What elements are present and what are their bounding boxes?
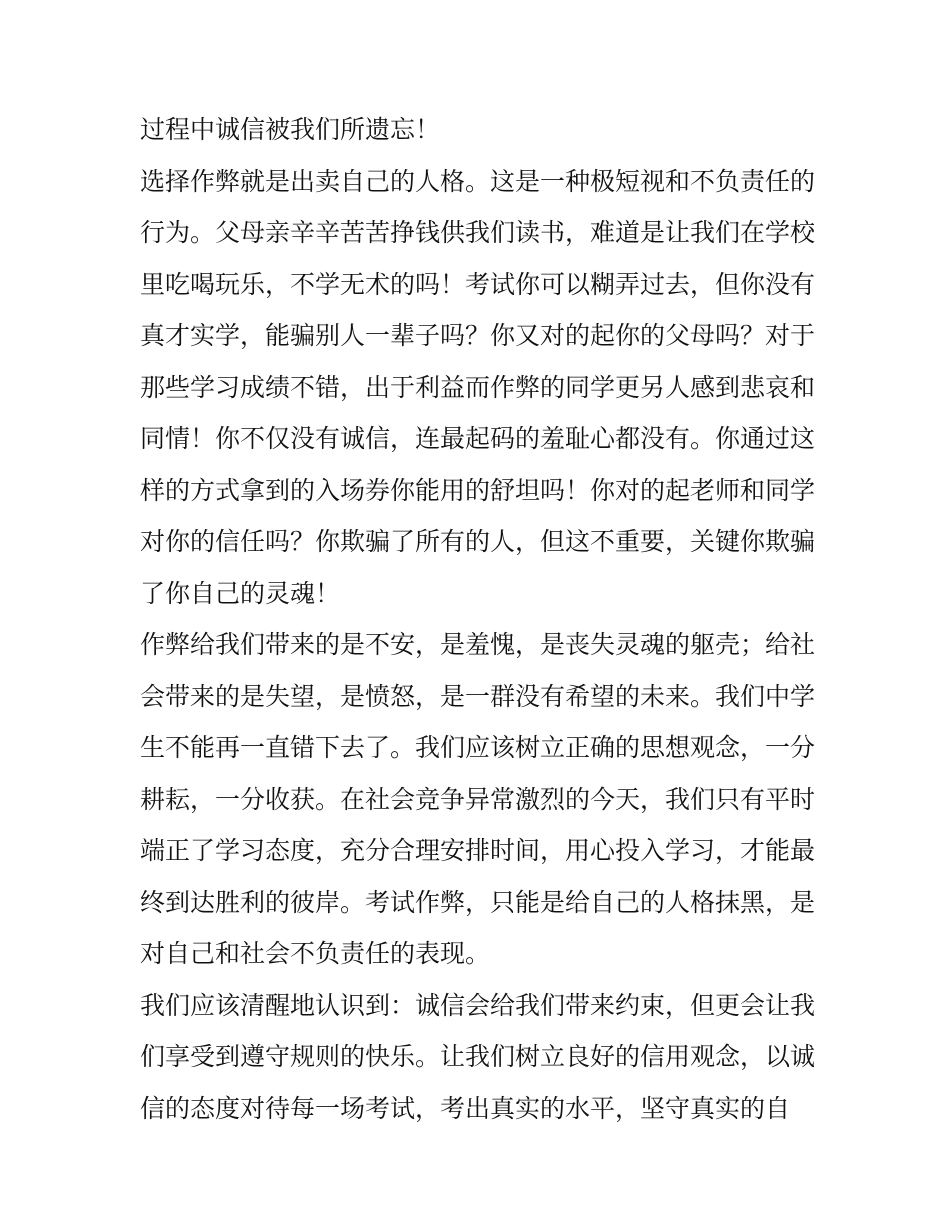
text-line: 过程中诚信被我们所遗忘！	[140, 115, 441, 144]
text-line: 真才实学，能骗别人一辈子吗？你又对的起你的父母吗？对于	[140, 321, 816, 350]
text-line: 会带来的是失望，是愤怒，是一群没有希望的未来。我们中学	[140, 681, 816, 711]
text-line: 同情！你不仅没有诚信，连最起码的羞耻心都没有。你通过这	[140, 424, 816, 453]
text-line: 信的态度对待每一场考试，考出真实的水平，坚守真实的自	[140, 1093, 791, 1123]
text-line: 对你的信任吗？你欺骗了所有的人，但这不重要，关键你欺骗	[140, 527, 816, 556]
text-line: 里吃喝玩乐，不学无术的吗！考试你可以糊弄过去，但你没有	[140, 269, 816, 299]
text-line: 对自己和社会不负责任的表现。	[140, 939, 491, 968]
text-line: 了你自己的灵魂！	[140, 578, 341, 608]
text-line: 作弊给我们带来的是不安，是羞愧，是丧失灵魂的躯壳；给社	[140, 630, 816, 659]
text-line: 行为。父母亲辛辛苦苦挣钱供我们读书，难道是让我们在学校	[140, 218, 816, 247]
body-text	[140, 104, 820, 1134]
text-line: 那些学习成绩不错，出于利益而作弊的同学更另人感到悲哀和	[140, 372, 816, 402]
text-line: 耕耘，一分收获。在社会竞争异常激烈的今天，我们只有平时	[140, 784, 816, 814]
text-line: 生不能再一直错下去了。我们应该树立正确的思想观念，一分	[140, 733, 816, 762]
text-line: 选择作弊就是出卖自己的人格。这是一种极短视和不负责任的	[140, 166, 816, 196]
text-line: 样的方式拿到的入场券你能用的舒坦吗！你对的起老师和同学	[140, 475, 816, 505]
text-line: 们享受到遵守规则的快乐。让我们树立良好的信用观念，以诚	[140, 1042, 816, 1071]
text-line: 端正了学习态度，充分合理安排时间，用心投入学习，才能最	[140, 836, 816, 865]
text-line: 终到达胜利的彼岸。考试作弊，只能是给自己的人格抹黑，是	[140, 887, 816, 917]
text-line: 我们应该清醒地认识到：诚信会给我们带来约束，但更会让我	[140, 990, 816, 1020]
